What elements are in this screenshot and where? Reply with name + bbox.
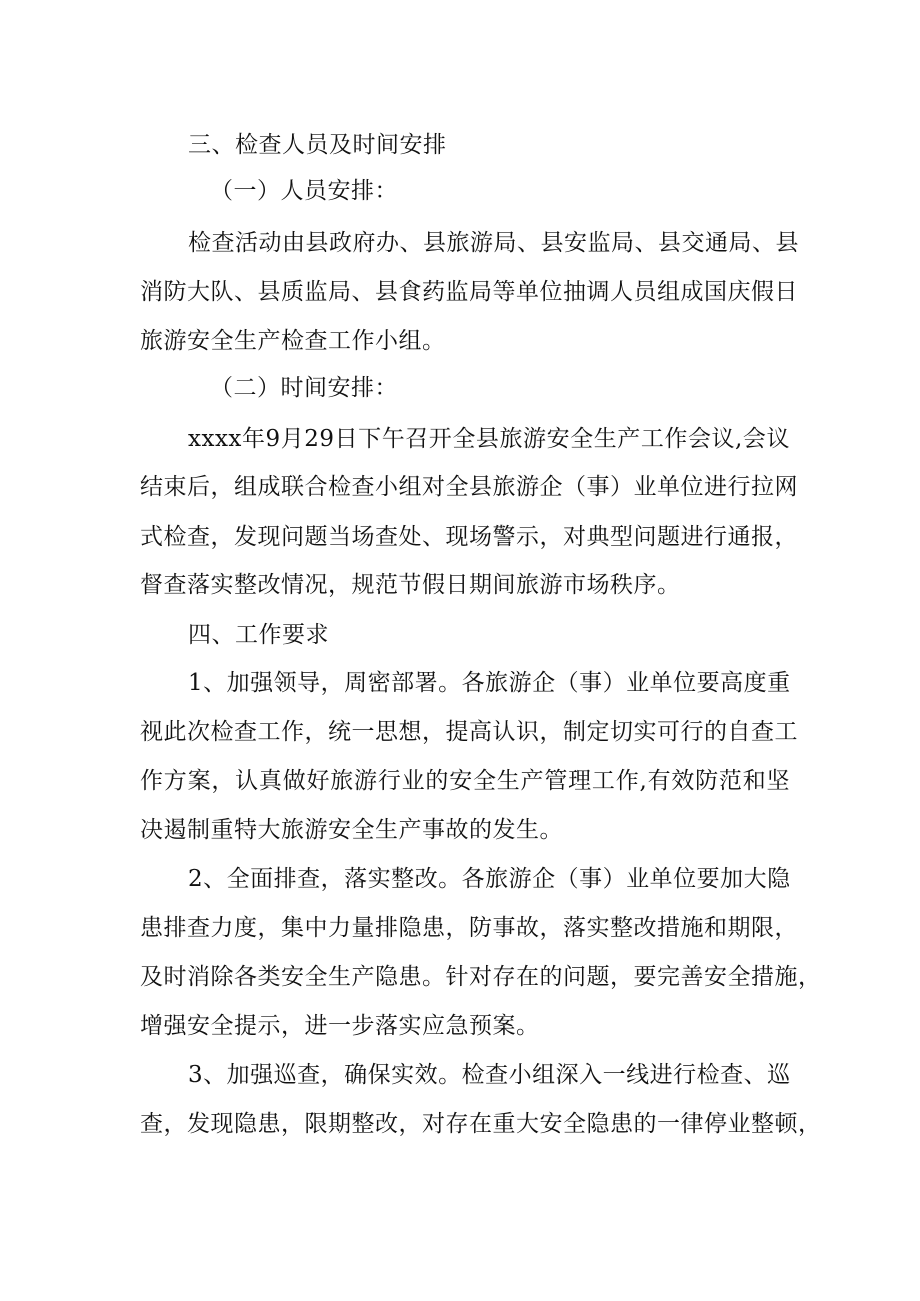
paragraph-line: 决遏制重特大旅游安全生产事故的发生。 (140, 817, 563, 843)
subheading-schedule: （二）时间安排： (210, 375, 398, 401)
paragraph-line: 作方案，认真做好旅游行业的安全生产管理工作,有效防范和坚 (140, 768, 790, 794)
paragraph-line: 患排查力度，集中力量排隐患，防事故，落实整改措施和期限， (140, 915, 798, 941)
paragraph-line: xxxx年9月29日下午召开全县旅游安全生产工作会议,会议 (188, 426, 790, 452)
paragraph-line: 消防大队、县质监局、县食药监局等单位抽调人员组成国庆假日 (140, 279, 798, 305)
paragraph-line: 检查活动由县政府办、县旅游局、县安监局、县交通局、县 (188, 230, 799, 256)
paragraph-line: 式检查，发现问题当场查处、现场警示，对典型问题进行通报， (140, 524, 798, 550)
paragraph-line: 旅游安全生产检查工作小组。 (140, 328, 446, 354)
paragraph-line: 结束后，组成联合检查小组对全县旅游企（事）业单位进行拉网 (140, 474, 798, 500)
paragraph-line: 及时消除各类安全生产隐患。针对存在的问题，要完善安全措施， (140, 964, 822, 990)
paragraph-line: 查，发现隐患，限期整改，对存在重大安全隐患的一律停业整顿， (140, 1111, 822, 1137)
paragraph-line: 2、全面排查，落实整改。各旅游企（事）业单位要加大隐 (188, 866, 791, 892)
paragraph-line: 督查落实整改情况，规范节假日期间旅游市场秩序。 (140, 572, 681, 598)
paragraph-line: 1、加强领导，周密部署。各旅游企（事）业单位要高度重 (188, 670, 791, 696)
section-heading-4: 四、工作要求 (188, 622, 329, 648)
subheading-personnel: （一）人员安排： (210, 178, 398, 204)
paragraph-line: 视此次检查工作，统一思想，提高认识，制定切实可行的自查工 (140, 719, 798, 745)
paragraph-line: 3、加强巡查，确保实效。检查小组深入一线进行检查、巡 (188, 1062, 791, 1088)
section-heading-3: 三、检查人员及时间安排 (188, 132, 447, 158)
paragraph-line: 增强安全提示，进一步落实应急预案。 (140, 1013, 540, 1039)
